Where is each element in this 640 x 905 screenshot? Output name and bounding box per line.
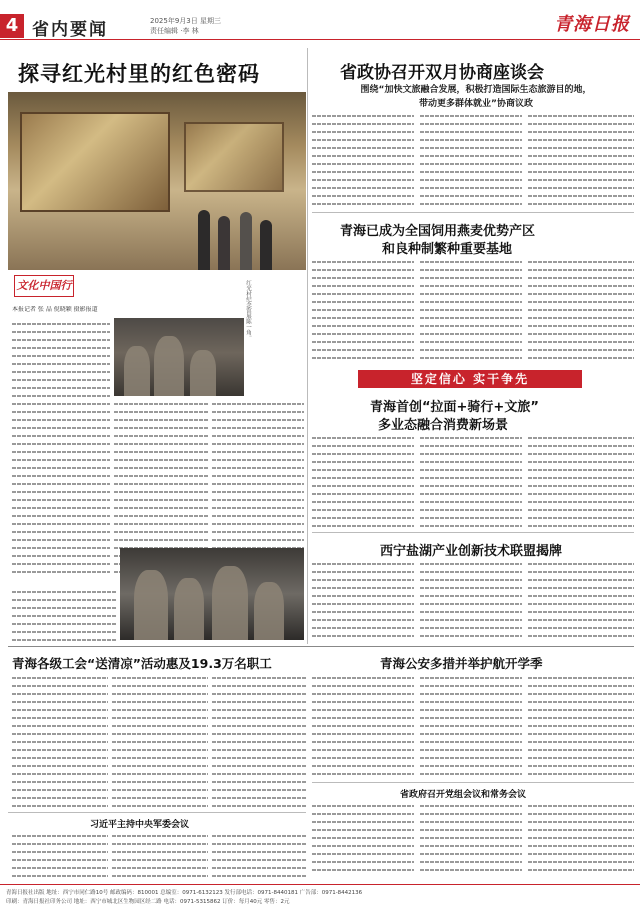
exhibit-board [184, 122, 284, 192]
subhead-cppcc-1: 围绕“加快文旅融合发展，积极打造国际生态旅游目的地， [360, 85, 592, 95]
article-body [420, 674, 522, 778]
headline-cppcc: 省政协召开双月协商座谈会 [340, 63, 544, 83]
rule [8, 646, 634, 647]
newspaper-logo: 青海日报 [554, 14, 630, 35]
headline-study: 习近平主持中央军委会议 [90, 820, 190, 830]
article-body [528, 674, 634, 778]
article-body [528, 112, 634, 208]
column-divider [307, 48, 308, 644]
article-body [420, 802, 522, 880]
article-body [12, 588, 116, 644]
statue-figure [154, 336, 184, 396]
article-body [312, 674, 414, 778]
article-body [112, 832, 208, 880]
article-body [528, 258, 634, 364]
headline-oats-2: 和良种制繁种重要基地 [382, 242, 513, 257]
visitor-figure [218, 216, 230, 270]
museum-photo [8, 92, 306, 270]
footer-publisher: 青海日报社出版 地址：西宁市同仁路10号 邮政编码：810001 总编室：0971-6132123 发行部电话：0971-8440181 广告部：0971-8442136 [6, 890, 363, 896]
article-body [420, 112, 522, 208]
article-body [528, 434, 634, 530]
headline-union: 青海各级工会“送清凉”活动惠及19.3万名职工 [12, 656, 272, 671]
exhibit-photo [114, 318, 244, 396]
article-body [312, 802, 414, 880]
rule [312, 532, 634, 533]
headline-tourism-1: 青海首创“拉面+骑行+文旅” [370, 400, 539, 415]
statue-figure [134, 570, 168, 640]
article-body [312, 112, 414, 208]
masthead [0, 0, 640, 40]
article-body [212, 674, 306, 810]
page-number: 4 [0, 14, 24, 38]
headline-police: 青海公安多措并举护航开学季 [380, 656, 543, 671]
headline-red-museum: 探寻红光村里的红色密码 [18, 62, 260, 86]
sculpture-photo [120, 548, 304, 640]
headline-govt-meeting: 省政府召开党组会议和常务会议 [400, 790, 527, 800]
slogan-banner [358, 370, 582, 388]
visitor-figure [198, 210, 210, 270]
article-body [528, 802, 634, 880]
headline-salt-lake: 西宁盐湖产业创新技术联盟揭牌 [380, 544, 563, 559]
date-line [150, 16, 221, 36]
article-body [420, 258, 522, 364]
rule [312, 782, 634, 783]
article-body [12, 832, 108, 880]
section-title: 省内要闻 [32, 20, 108, 40]
article-body [12, 320, 110, 580]
headline-oats-1: 青海已成为全国饲用燕麦优势产区 [340, 224, 536, 239]
column-logo [14, 275, 74, 297]
slogan-text: 坚定信心 实干争先 [410, 372, 530, 386]
statue-figure [124, 346, 150, 396]
article-body [212, 832, 306, 880]
article-body [528, 560, 634, 640]
subhead-cppcc-2: 带动更多群体就业”协商议政 [419, 99, 533, 109]
exhibit-painting [20, 112, 170, 212]
article-body [112, 674, 208, 810]
article-body [420, 560, 522, 640]
article-body [12, 674, 108, 810]
footer-printer: 印刷：青海日报社印务公司 地址：西宁市城北区生物园区经二路 电话：0971-5315862 订价：每月40元 零售：2元 [6, 899, 290, 905]
article-body [420, 434, 522, 530]
visitor-figure [240, 212, 252, 270]
visitor-figure [260, 220, 272, 270]
rule [312, 212, 634, 213]
article-body [312, 258, 414, 364]
headline-tourism-2: 多业态融合消费新场景 [378, 418, 509, 433]
statue-figure [212, 566, 248, 640]
statue-figure [174, 578, 204, 640]
footer [0, 884, 640, 905]
article-body [312, 434, 414, 530]
column-title: 文化中国行 [16, 279, 72, 292]
statue-figure [254, 582, 284, 640]
photo-caption: 红光村纪念馆展陈一角。 [245, 280, 251, 341]
issue-date: 2025年9月3日 星期三 [150, 17, 221, 25]
byline: 本报记者 张 晶 倪晓颖 摄影报道 [12, 306, 98, 313]
editor-line: 责任编辑 ·李 林 [150, 27, 199, 35]
article-body [312, 560, 414, 640]
statue-figure [190, 350, 216, 396]
rule [8, 812, 306, 813]
